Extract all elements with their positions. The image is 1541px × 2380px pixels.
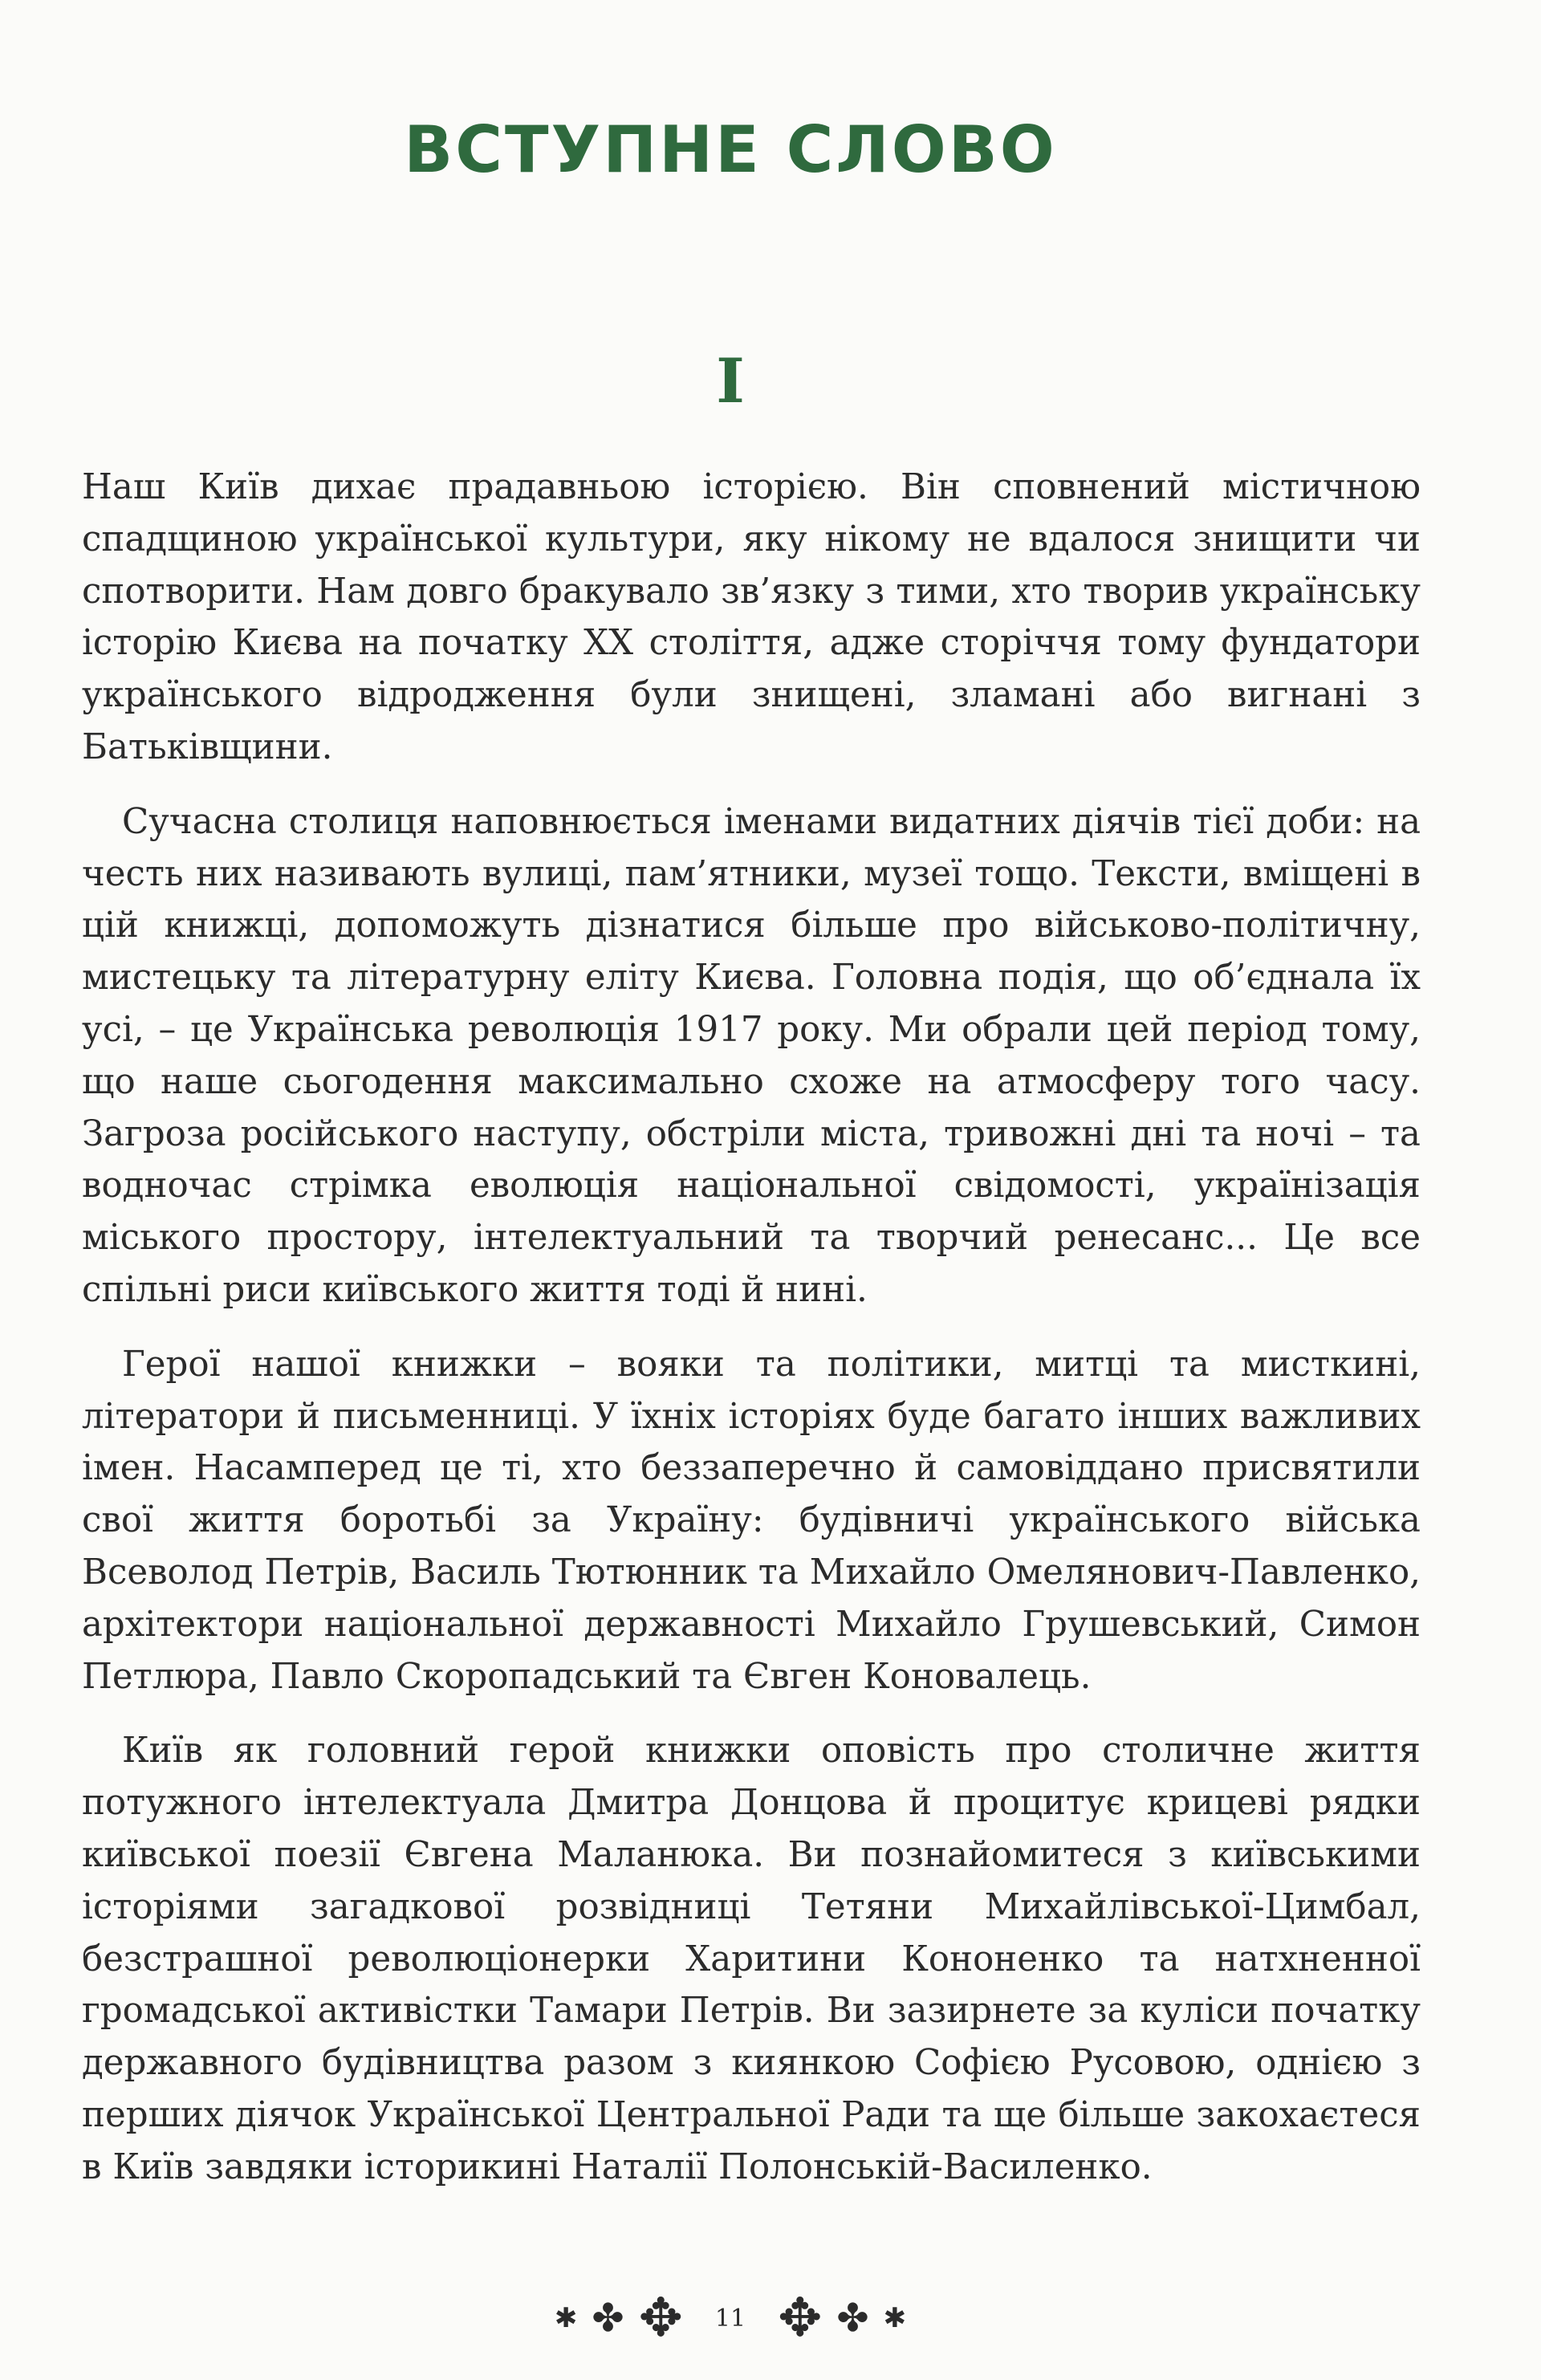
paragraph-4: Київ як головний герой книжки оповість про столичне життя потужного інтелектуала Дмитра Донцова й процитує крицеві рядки київської поезії Євгена Маланюка. Ви познайомитеся з київськими історіями загадкової розвідниці Тетяни Михайлівської-Цимбал, безстрашної революціонерки Харитини Кононенко та натхненної громадської активістки Тамари Петрів. Ви зазирнете за куліси початку державного будівництва разом з киянкою Софією Русовою, однією з перших діячок Української Центральної Ради та ще більше закохаєтеся в Київ завдяки історикині Наталії Полонській-Василенко. <box>82 1731 1421 2187</box>
page-number: 11 <box>714 2304 746 2333</box>
medium-flower-icon: ✤ <box>592 2296 624 2341</box>
body-text <box>82 462 1421 2216</box>
medium-flower-icon: ✤ <box>836 2296 869 2341</box>
section-number: I <box>716 345 745 417</box>
large-flower-icon: ✥ <box>778 2287 823 2349</box>
small-asterisk-icon: ✱ <box>883 2302 907 2334</box>
small-asterisk-icon: ✱ <box>554 2302 578 2334</box>
large-flower-icon: ✥ <box>638 2287 683 2349</box>
paragraph-1: Наш Київ дихає прадавньою історією. Він сповнений містичною спадщиною української культури, яку нікому не вдалося знищити чи спотворити. Нам довго бракувало зв’язку з тими, хто творив українську історію Києва на початку XX століття, адже сторіччя тому фундатори українського відродження були знищені, зламані або вигнані з Батьківщини. <box>82 467 1421 767</box>
paragraph-2: Сучасна столиця наповнюється іменами видатних діячів тієї доби: на честь них називають вулиці, пам’ятники, музеї тощо. Тексти, вміщені в цій книжці, допоможуть дізнатися більше про військово-політичну, мистецьку та літературну еліту Києва. Головна подія, що об’єднала їх усі, – це Українська революція 1917 року. Ми обрали цей період тому, що наше сьогодення максимально схоже на атмосферу того часу. Загроза російського наступу, обстріли міста, тривожні дні та ночі – та водночас стрімка еволюція національної свідомості, українізація міського простору, інтелектуальний та творчий ренесанс... Це все спільні риси київського життя тоді й нині. <box>82 801 1421 1310</box>
paragraph-3: Герої нашої книжки – вояки та політики, митці та мисткині, літератори й письменниці. У їхніх історіях буде багато інших важливих імен. Насамперед це ті, хто беззаперечно й самовіддано присвятили свої життя боротьбі за Україну: будівничі українського війська Всеволод Петрів, Василь Тютюнник та Михайло Омелянович-Павленко, архітектори національної державності Михайло Грушевський, Симон Петлюра, Павло Скоропадський та Євген Коновалець. <box>82 1344 1421 1697</box>
page-footer <box>0 2287 1461 2349</box>
page-title: ВСТУПНЕ СЛОВО <box>404 112 1057 187</box>
